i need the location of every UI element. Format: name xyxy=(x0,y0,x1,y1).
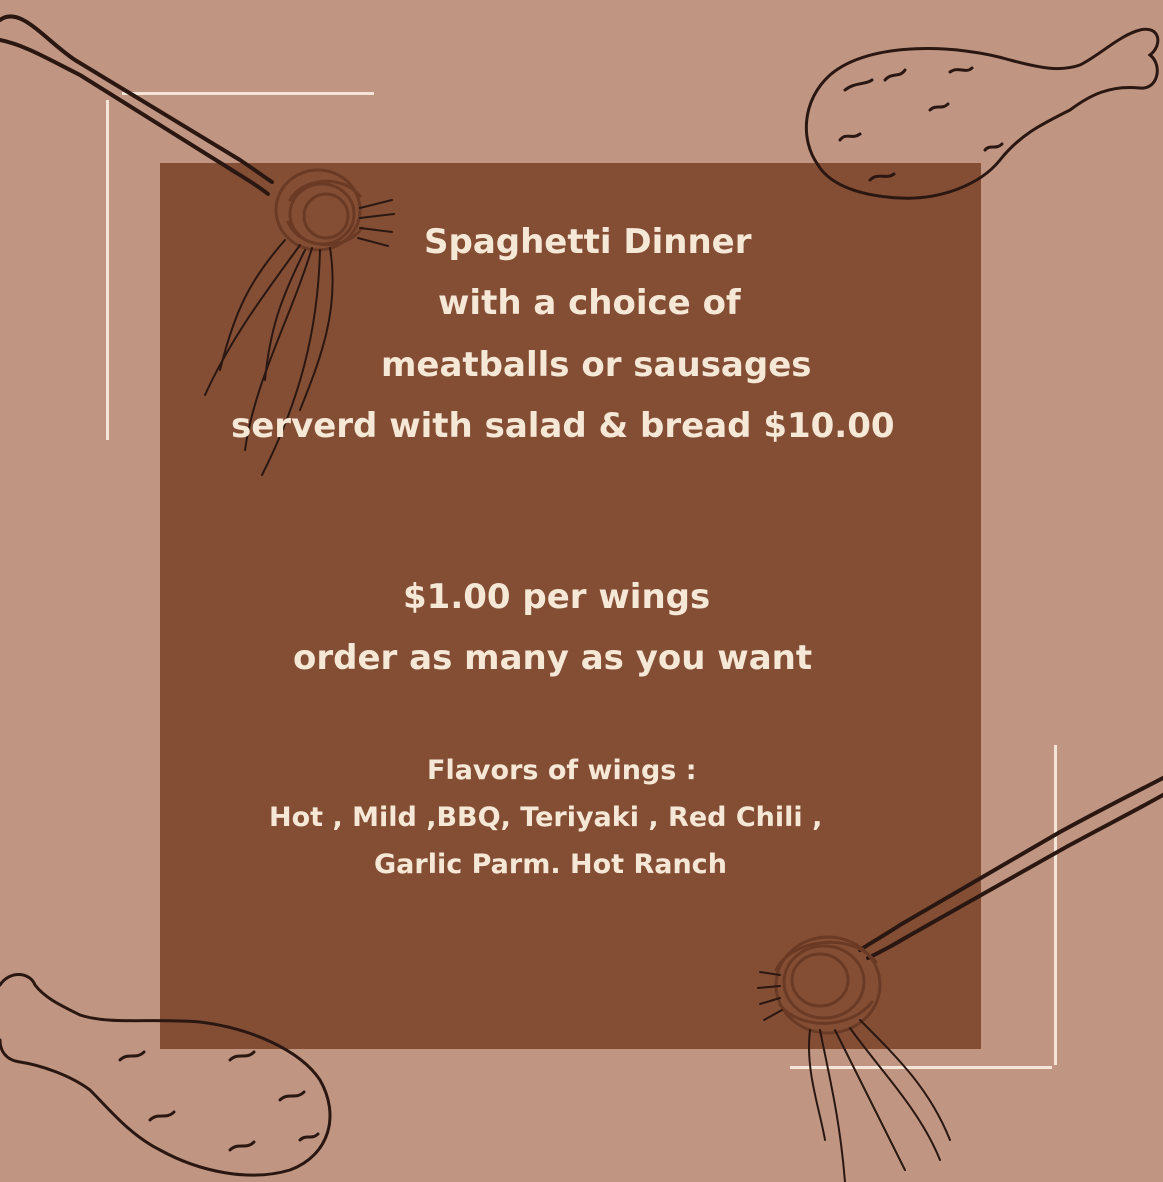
flavors-list-line-2: Garlic Parm. Hot Ranch xyxy=(374,849,727,880)
dinner-options-line: meatballs or sausages xyxy=(381,345,812,385)
frame-line-top-left-vertical xyxy=(106,100,109,440)
frame-line-bottom-right-vertical xyxy=(1054,745,1057,1065)
wings-price-line: $1.00 per wings xyxy=(403,577,711,617)
frame-line-bottom-right-horizontal xyxy=(790,1066,1052,1069)
dinner-price-line: serverd with salad & bread $10.00 xyxy=(231,406,895,446)
flavors-list-line-1: Hot , Mild ,BBQ, Teriyaki , Red Chili , xyxy=(269,802,823,833)
flavors-heading: Flavors of wings : xyxy=(427,755,697,786)
dinner-title: Spaghetti Dinner xyxy=(424,222,752,262)
wings-order-line: order as many as you want xyxy=(293,638,813,678)
frame-line-top-left-horizontal xyxy=(122,92,374,95)
dinner-choice-line: with a choice of xyxy=(438,283,741,323)
